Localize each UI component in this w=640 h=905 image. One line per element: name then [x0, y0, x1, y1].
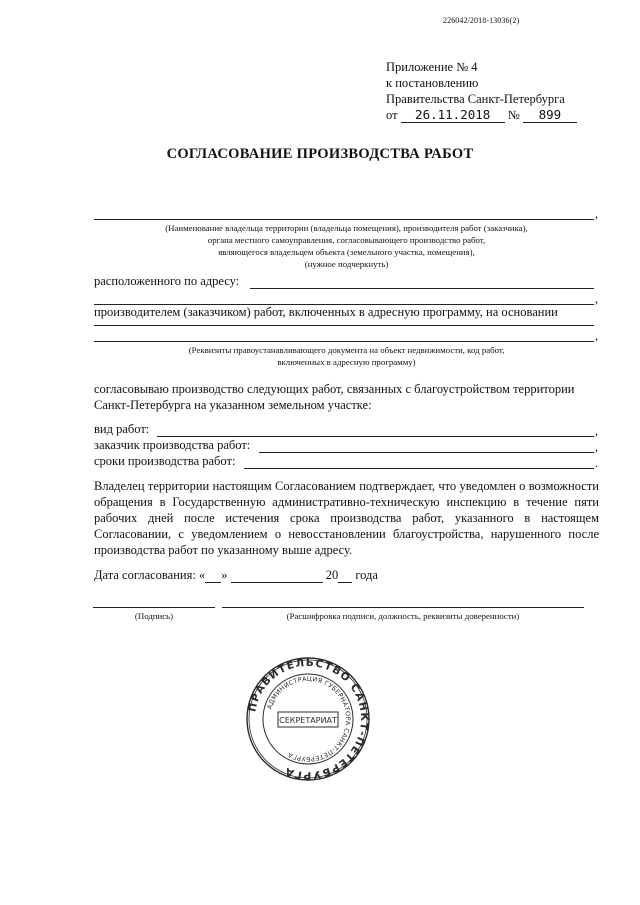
customer-comma: , [595, 440, 599, 454]
appendix-block [386, 59, 577, 123]
basis-line-comma: , [595, 329, 599, 343]
signature-caption: (Подпись) [134, 611, 174, 621]
from-label: от [386, 108, 398, 122]
notice-text: Владелец территории настоящим Согласованием подтверждает, что уведомлен о возможности обращения в Государственную административно-техническую инспекцию в течение пяти рабочих дней после истечения срока производства работ, указанного в настоящем Согласовании, с уведомлением о невосстановлении благоустройства, нарушенного после производства работ по указанному выше адресу. [94, 479, 599, 557]
terms-label: сроки производства работ: [94, 454, 236, 468]
decree-date: 26.11.2018 [401, 108, 505, 123]
appendix-line-3: Правительства Санкт-Петербурга [386, 92, 565, 106]
approval-date-line [94, 568, 378, 583]
address-line-comma: , [595, 292, 599, 306]
approval-date-label: Дата согласования: « [94, 568, 206, 582]
stamp-center-text: СЕКРЕТАРИАТ [279, 716, 337, 725]
document-id: 226042/2018-13036(2) [443, 16, 520, 25]
signature-decode-caption: (Расшифровка подписи, должность, реквизиты доверенности) [286, 611, 520, 621]
owner-caption-line-2: органа местного самоуправления, согласовывающего производство работ, [207, 235, 486, 245]
appendix-line-1: Приложение № 4 [386, 60, 478, 74]
work-type-line [157, 436, 594, 437]
requisites-caption-line-1: (Реквизиты правоустанавливающего документа на объект недвижимости, код работ, [188, 345, 505, 355]
owner-line-comma: , [595, 207, 599, 221]
approval-year-prefix: 20 [325, 568, 339, 582]
approval-year-blank [338, 568, 352, 583]
producer-text: производителем (заказчиком) работ, включенных в адресную программу, на основании [94, 305, 558, 319]
approval-close-quote: » [221, 568, 228, 582]
signature-line [93, 607, 215, 608]
appendix-date-line [386, 107, 577, 123]
basis-line-1 [94, 325, 594, 326]
stamp-seal-icon [245, 656, 371, 782]
decree-number: 899 [523, 108, 577, 123]
address-line [250, 288, 594, 289]
work-type-comma: , [595, 424, 599, 438]
agree-text: согласовываю производство следующих работ, связанных с благоустройством территории Санкт-Петербурга на указанном земельном участке: [94, 382, 575, 412]
official-stamp [245, 656, 371, 782]
terms-line [244, 468, 594, 469]
stamp-outer-text: ПРАВИТЕЛЬСТВО САНКТ-ПЕТЕРБУРГА [246, 656, 371, 782]
number-label: № [507, 108, 520, 122]
appendix-line-2: к постановлению [386, 76, 479, 90]
page-title: СОГЛАСОВАНИЕ ПРОИЗВОДСТВА РАБОТ [166, 146, 474, 162]
requisites-caption [94, 344, 599, 368]
approval-month-blank [231, 568, 323, 583]
basis-line-2 [94, 341, 594, 342]
approval-day-blank [205, 568, 221, 583]
owner-caption-line-1: (Наименование владельца территории (владельца помещения), производителя работ (заказчика), [165, 223, 528, 233]
terms-period: . [595, 456, 599, 470]
stamp-inner-text: АДМИНИСТРАЦИЯ ГУБЕРНАТОРА САНКТ-ПЕТЕРБУРГА [265, 674, 353, 764]
address-label: расположенного по адресу: [94, 274, 240, 288]
approval-year-suffix: года [355, 568, 378, 582]
owner-name-line [94, 219, 594, 220]
work-type-label: вид работ: [94, 422, 150, 436]
customer-label: заказчик производства работ: [94, 438, 251, 452]
owner-caption [94, 222, 599, 270]
owner-caption-line-4: (нужное подчеркнуть) [304, 259, 389, 269]
signature-decode-line [222, 607, 584, 608]
requisites-caption-line-2: включенных в адресную программу) [277, 357, 416, 367]
owner-caption-line-3: являющегося владельцем объекта (земельного участка, помещения), [218, 247, 475, 257]
customer-line [259, 452, 594, 453]
